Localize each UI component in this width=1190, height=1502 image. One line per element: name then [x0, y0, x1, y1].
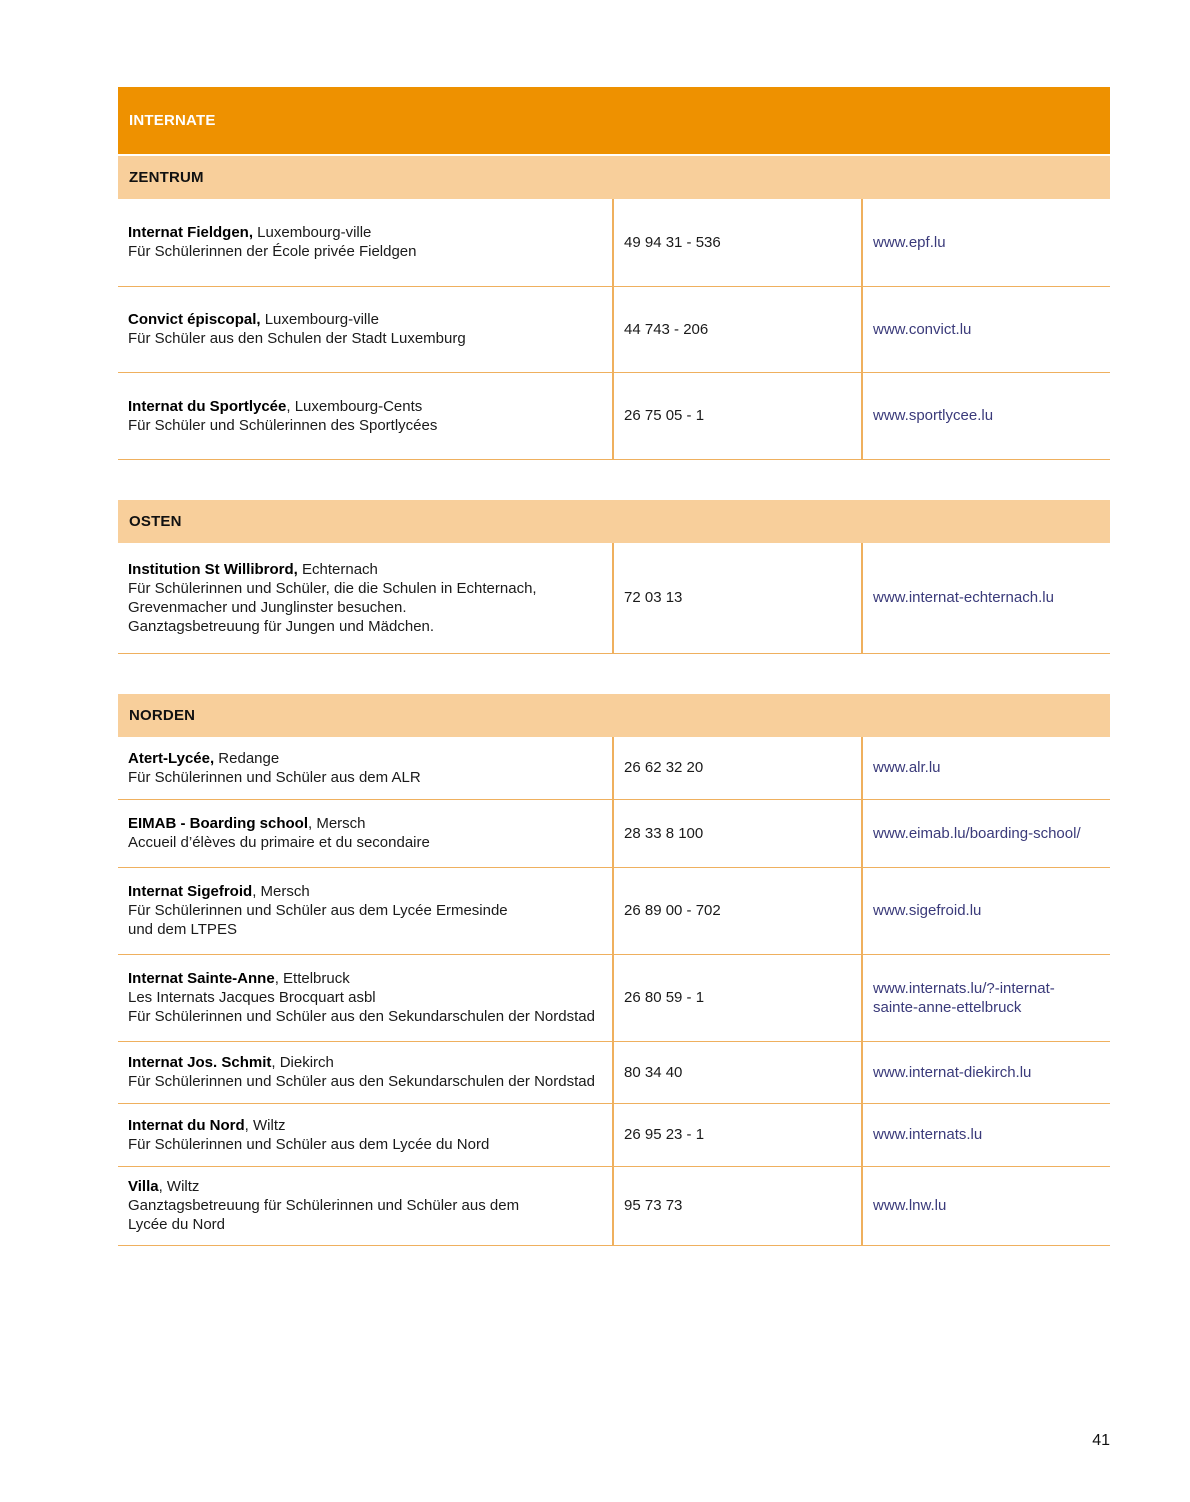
section-heading: NORDEN: [118, 694, 1110, 737]
section-zentrum: [118, 156, 1110, 460]
institution-title-line: [128, 1116, 602, 1135]
website-link[interactable]: www.sigefroid.lu: [862, 867, 1110, 954]
institution-location: , Mersch: [308, 815, 366, 832]
institution-description: und dem LTPES: [128, 921, 237, 938]
institution-description: Für Schülerinnen und Schüler aus den Sekundarschulen der Nordstad: [128, 1008, 595, 1025]
institution-location: , Mersch: [252, 883, 310, 900]
main-header: [118, 87, 1110, 154]
institution-description: Les Internats Jacques Brocquart asbl: [128, 989, 376, 1006]
page-number: 41: [1092, 1432, 1110, 1449]
institution-location: , Wiltz: [158, 1178, 200, 1195]
phone-number: 26 62 32 20: [613, 737, 862, 799]
institution-description: Für Schülerinnen und Schüler, die die Schulen in Echternach,: [128, 579, 537, 597]
phone-number: 26 80 59 - 1: [613, 954, 862, 1041]
institution-cell: [118, 737, 613, 799]
website-link[interactable]: www.convict.lu: [862, 286, 1110, 372]
institution-location: Echternach: [297, 560, 378, 578]
institution-name: Internat du Sportlycée: [128, 397, 287, 415]
institution-name: Convict épiscopal,: [128, 311, 261, 328]
phone-number: 44 743 - 206: [613, 286, 862, 372]
section-table: [118, 737, 1110, 1246]
website-link[interactable]: www.internats.lu: [862, 1103, 1110, 1166]
website-link[interactable]: www.alr.lu: [862, 737, 1110, 799]
institution-name: Institution St Willibrord,: [128, 560, 298, 578]
website-link[interactable]: www.sportlycee.lu: [862, 372, 1110, 459]
institution-description: Accueil d’élèves du primaire et du secondaire: [128, 834, 430, 851]
institution-name: Internat du Nord: [128, 1116, 245, 1134]
phone-number: 49 94 31 - 536: [613, 199, 862, 286]
website-link[interactable]: www.internat-echternach.lu: [862, 543, 1110, 654]
table-row: [118, 799, 1110, 867]
institution-name: Internat Jos. Schmit: [128, 1054, 272, 1071]
institution-title-line: [128, 1177, 602, 1196]
institution-title-line: [128, 969, 602, 988]
institution-description: Für Schülerinnen der École privée Fieldgen: [128, 243, 417, 261]
institution-location: , Ettelbruck: [274, 970, 350, 987]
section-heading: ZENTRUM: [118, 156, 1110, 199]
website-link[interactable]: www.eimab.lu/boarding-school/: [862, 799, 1110, 867]
section-osten: [118, 500, 1110, 655]
institution-cell: [118, 199, 613, 286]
phone-number: 80 34 40: [613, 1041, 862, 1103]
phone-number: 28 33 8 100: [613, 799, 862, 867]
section-table: [118, 199, 1110, 460]
institution-description: Ganztagsbetreuung für Schülerinnen und Schüler aus dem: [128, 1197, 520, 1214]
institution-description: Grevenmacher und Junglinster besuchen.: [128, 598, 407, 616]
institution-location: , Luxembourg-Cents: [286, 397, 423, 415]
institution-location: , Wiltz: [244, 1116, 286, 1134]
institution-title-line: [128, 1053, 602, 1072]
table-row: [118, 286, 1110, 372]
institution-cell: [118, 867, 613, 954]
table-row: [118, 954, 1110, 1041]
phone-number: 26 89 00 - 702: [613, 867, 862, 954]
institution-description: Für Schülerinnen und Schüler aus dem Lycée Ermesinde: [128, 902, 508, 919]
institution-title-line: [128, 310, 602, 329]
institution-cell: [118, 1166, 613, 1245]
institution-title-line: [128, 749, 602, 768]
phone-number: 72 03 13: [613, 543, 862, 654]
section-heading: OSTEN: [118, 500, 1110, 543]
institution-cell: [118, 1041, 613, 1103]
table-row: [118, 1041, 1110, 1103]
website-link[interactable]: www.internat-diekirch.lu: [862, 1041, 1110, 1103]
institution-title-line: [128, 882, 602, 901]
institution-description: Ganztagsbetreuung für Jungen und Mädchen.: [128, 617, 435, 635]
institution-cell: [118, 954, 613, 1041]
main-header-title: INTERNATE: [129, 112, 216, 129]
section-norden: [118, 694, 1110, 1246]
table-row: [118, 867, 1110, 954]
institution-name: Villa: [128, 1178, 159, 1195]
table-row: [118, 372, 1110, 459]
internate-directory: [118, 87, 1110, 1246]
institution-title-line: [128, 814, 602, 833]
institution-description: Für Schülerinnen und Schüler aus den Sekundarschulen der Nordstad: [128, 1073, 595, 1090]
institution-description: Für Schülerinnen und Schüler aus dem Lycée du Nord: [128, 1135, 490, 1153]
institution-name: Internat Sigefroid: [128, 883, 253, 900]
institution-location: Luxembourg-ville: [253, 224, 372, 242]
website-link[interactable]: www.epf.lu: [862, 199, 1110, 286]
institution-title-line: [128, 560, 602, 579]
institution-location: Luxembourg-ville: [260, 311, 379, 328]
institution-cell: [118, 1103, 613, 1166]
institution-cell: [118, 286, 613, 372]
institution-title-line: [128, 397, 602, 416]
institution-description: Für Schüler und Schülerinnen des Sportlycées: [128, 416, 438, 434]
institution-location: , Diekirch: [271, 1054, 334, 1071]
table-row: [118, 199, 1110, 286]
institution-description: Für Schüler aus den Schulen der Stadt Luxemburg: [128, 330, 466, 347]
phone-number: 26 75 05 - 1: [613, 372, 862, 459]
institution-title-line: [128, 223, 602, 242]
table-row: [118, 737, 1110, 799]
website-link[interactable]: www.internats.lu/?-internat- sainte-anne-ettelbruck: [862, 954, 1110, 1041]
phone-number: 26 95 23 - 1: [613, 1103, 862, 1166]
institution-description: Lycée du Nord: [128, 1216, 226, 1233]
sections-container: [118, 156, 1110, 1246]
institution-name: Internat Sainte-Anne: [128, 970, 275, 987]
institution-name: EIMAB - Boarding school: [128, 815, 308, 832]
table-row: [118, 543, 1110, 654]
table-row: [118, 1103, 1110, 1166]
institution-location: Redange: [214, 749, 280, 767]
table-row: [118, 1166, 1110, 1245]
institution-name: Internat Fieldgen,: [128, 224, 254, 242]
phone-number: 95 73 73: [613, 1166, 862, 1245]
institution-description: Für Schülerinnen und Schüler aus dem ALR: [128, 768, 421, 786]
website-link[interactable]: www.lnw.lu: [862, 1166, 1110, 1245]
institution-cell: [118, 543, 613, 654]
institution-cell: [118, 372, 613, 459]
institution-cell: [118, 799, 613, 867]
institution-name: Atert-Lycée,: [128, 749, 215, 767]
section-table: [118, 543, 1110, 655]
